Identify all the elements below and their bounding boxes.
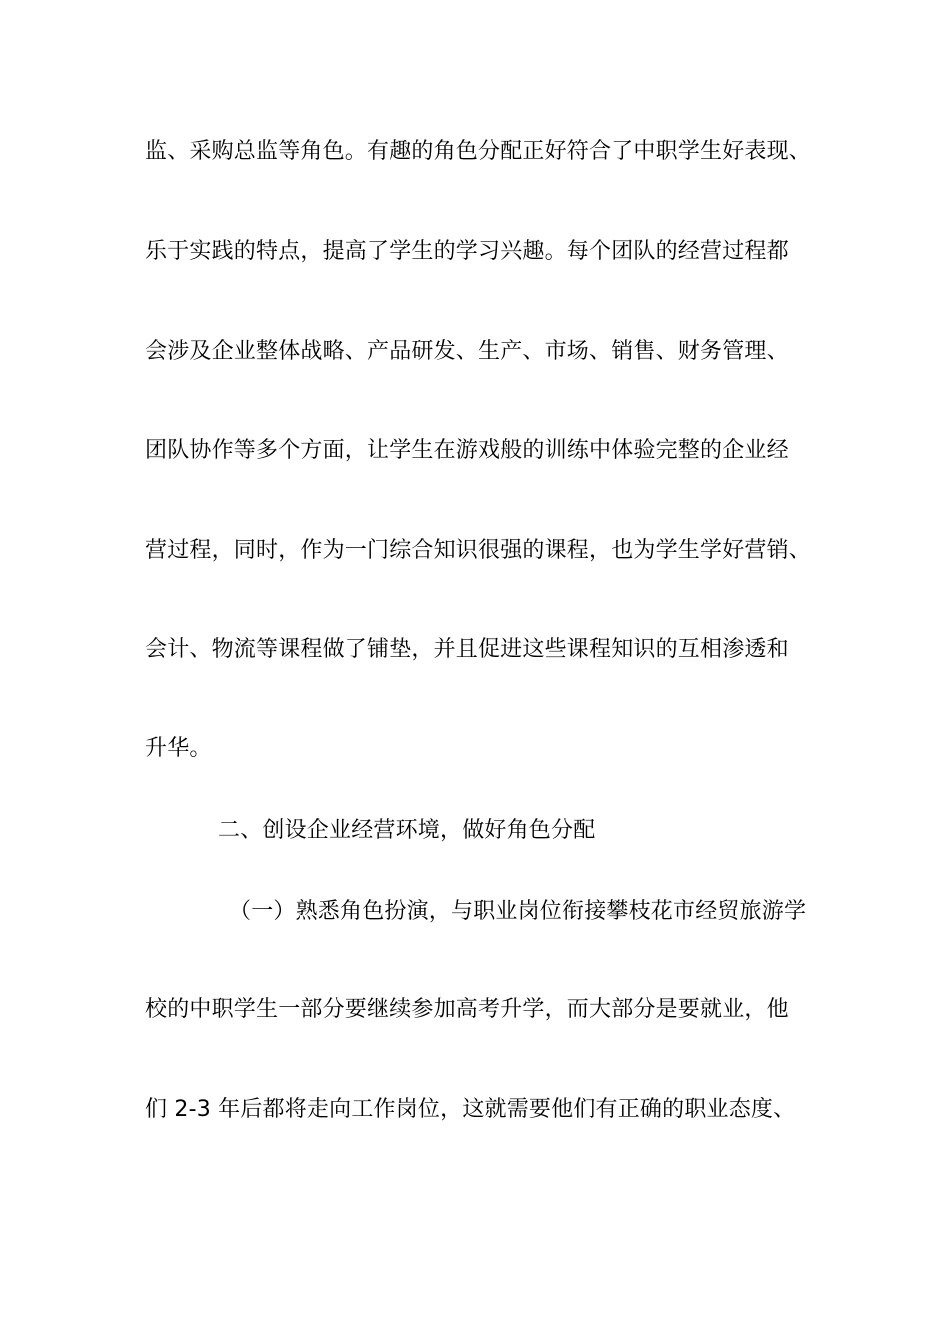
paragraph-line: 乐于实践的特点，提高了学生的学习兴趣。每个团队的经营过程都 bbox=[145, 239, 789, 264]
paragraph-line: 升华。 bbox=[145, 736, 212, 761]
paragraph-line: 团队协作等多个方面，让学生在游戏般的训练中体验完整的企业经 bbox=[145, 438, 789, 463]
section-heading: 二、创设企业经营环境，做好角色分配 bbox=[218, 818, 596, 843]
subsection-heading-line: （一）熟悉角色扮演，与职业岗位衔接攀枝花市经贸旅游学 bbox=[229, 899, 807, 924]
paragraph-line: 监、采购总监等角色。有趣的角色分配正好符合了中职学生好表现、 bbox=[145, 139, 812, 164]
paragraph-line: 会计、物流等课程做了铺垫，并且促进这些课程知识的互相渗透和 bbox=[145, 637, 789, 662]
paragraph-line: 会涉及企业整体战略、产品研发、生产、市场、销售、财务管理、 bbox=[145, 339, 789, 364]
paragraph-line: 校的中职学生一部分要继续参加高考升学，而大部分是要就业，他 bbox=[145, 997, 789, 1022]
paragraph-line: 营过程，同时，作为一门综合知识很强的课程，也为学生学好营销、 bbox=[145, 538, 812, 563]
paragraph-line: 们 2-3 年后都将走向工作岗位，这就需要他们有正确的职业态度、 bbox=[145, 1097, 796, 1122]
